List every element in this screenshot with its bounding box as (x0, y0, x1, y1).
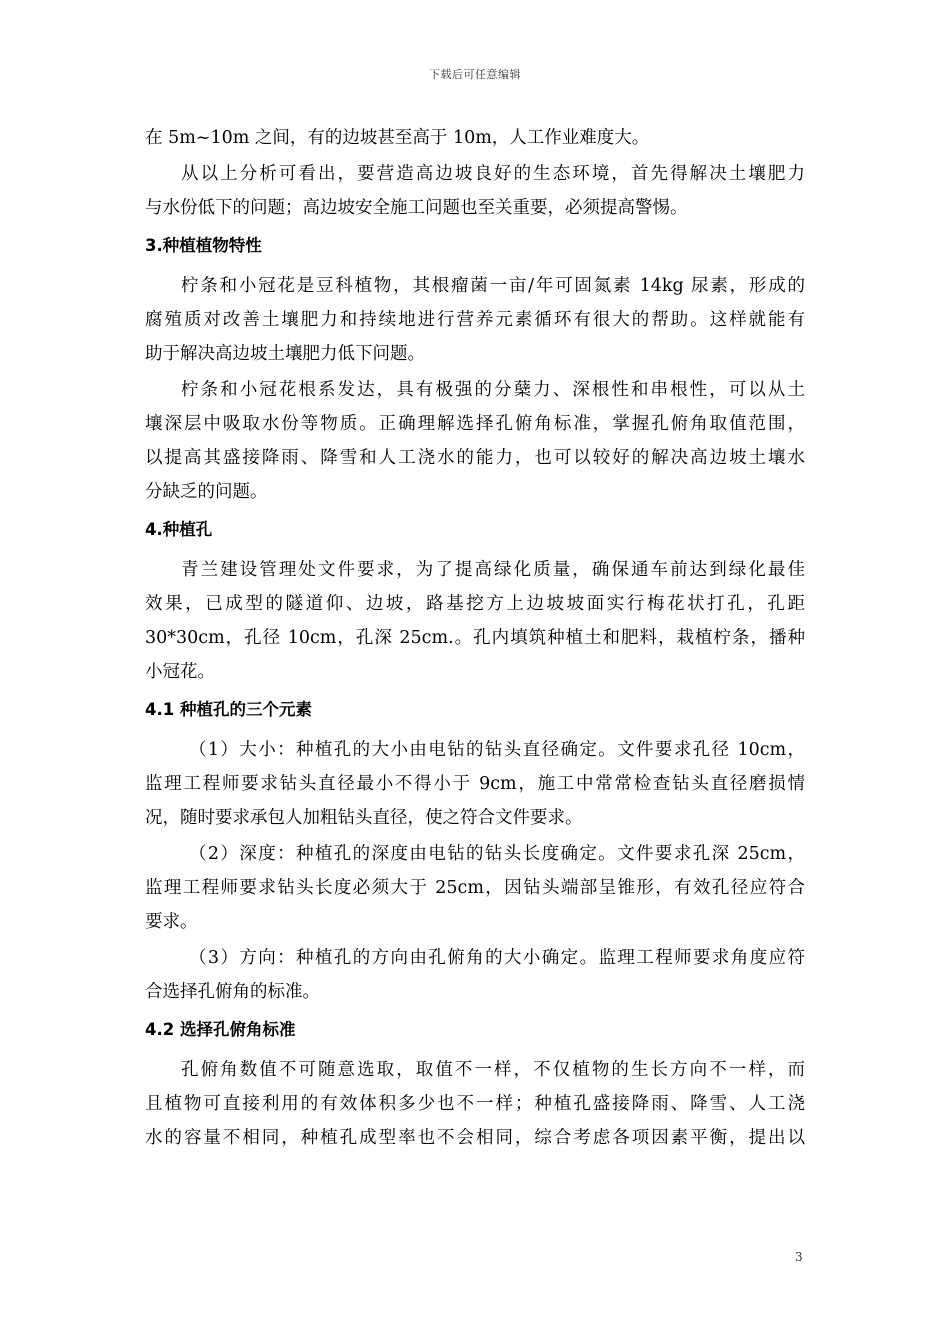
text-line: （2）深度：种植孔的深度由电钻的钻头长度确定。文件要求孔深 25cm， (189, 844, 805, 864)
text-line: 助于解决高边坡土壤肥力低下问题。 (145, 344, 425, 364)
text-line: 要求。 (145, 912, 198, 932)
text-line: 以提高其盛接降雨、降雪和人工浇水的能力，也可以较好的解决高边坡土壤水 (145, 448, 805, 468)
text-line: 且植物可直接利用的有效体积多少也不一样；种植孔盛接降雨、降雪、人工浇 (145, 1094, 805, 1114)
list-item-paragraph (145, 837, 805, 939)
text-line: 柠条和小冠花根系发达，具有极强的分蘖力、深根性和串根性，可以从土 (181, 380, 805, 400)
text-line: 效果，已成型的隧道仰、边坡，路基挖方上边坡坡面实行梅花状打孔，孔距 (145, 594, 805, 614)
page-header: 下载后可任意编辑 (429, 68, 521, 81)
paragraph (145, 553, 805, 689)
text-line: 壤深层中吸取水份等物质。正确理解选择孔俯角标准，掌握孔俯角取值范围， (145, 414, 805, 434)
paragraph (145, 269, 805, 371)
section-heading: 4.2 选择孔俯角标准 (145, 1020, 296, 1039)
text-line: （3）方向：种植孔的方向由孔俯角的大小确定。监理工程师要求角度应符 (189, 948, 805, 968)
paragraph (145, 157, 805, 225)
text-line: 青兰建设管理处文件要求，为了提高绿化质量，确保通车前达到绿化最佳 (181, 560, 805, 580)
paragraph (145, 121, 805, 155)
text-line: 分缺乏的问题。 (145, 482, 268, 502)
section-heading: 4.1 种植孔的三个元素 (145, 700, 312, 719)
text-line: 监理工程师要求钻头直径最小不得小于 9cm，施工中常常检查钻头直径磨损情 (145, 774, 805, 794)
text-line: 从以上分析可看出，要营造高边坡良好的生态环境，首先得解决土壤肥力 (181, 164, 805, 184)
text-line: 小冠花。 (145, 662, 215, 682)
paragraph (145, 373, 805, 509)
paragraph (145, 1053, 805, 1155)
text-line: 腐殖质对改善土壤肥力和持续地进行营养元素循环有很大的帮助。这样就能有 (145, 310, 805, 330)
text-line: 监理工程师要求钻头长度必须大于 25cm，因钻头端部呈锥形，有效孔径应符合 (145, 878, 805, 898)
list-item-paragraph (145, 733, 805, 835)
document-body (145, 121, 805, 1155)
text-line: 况，随时要求承包人加粗钻头直径，使之符合文件要求。 (145, 808, 583, 828)
text-line: 柠条和小冠花是豆科植物，其根瘤菌一亩/年可固氮素 14kg 尿素，形成的 (181, 276, 805, 296)
text-line: 在 5m~10m 之间，有的边坡甚至高于 10m，人工作业难度大。 (145, 128, 650, 148)
page-number: 3 (795, 1250, 803, 1264)
list-item-paragraph (145, 941, 805, 1009)
text-line: 孔俯角数值不可随意选取，取值不一样，不仅植物的生长方向不一样，而 (181, 1060, 805, 1080)
section-heading: 3.种植植物特性 (145, 236, 262, 255)
text-line: 合选择孔俯角的标准。 (145, 982, 320, 1002)
text-line: 30*30cm，孔径 10cm，孔深 25cm.。孔内填筑种植土和肥料，栽植柠条，播种 (145, 628, 805, 648)
section-heading: 4.种植孔 (145, 520, 213, 539)
text-line: （1）大小：种植孔的大小由电钻的钻头直径确定。文件要求孔径 10cm， (189, 740, 805, 760)
text-line: 与水份低下的问题；高边坡安全施工问题也至关重要，必须提高警惕。 (145, 198, 688, 218)
text-line: 水的容量不相同，种植孔成型率也不会相同，综合考虑各项因素平衡，提出以 (145, 1128, 805, 1148)
